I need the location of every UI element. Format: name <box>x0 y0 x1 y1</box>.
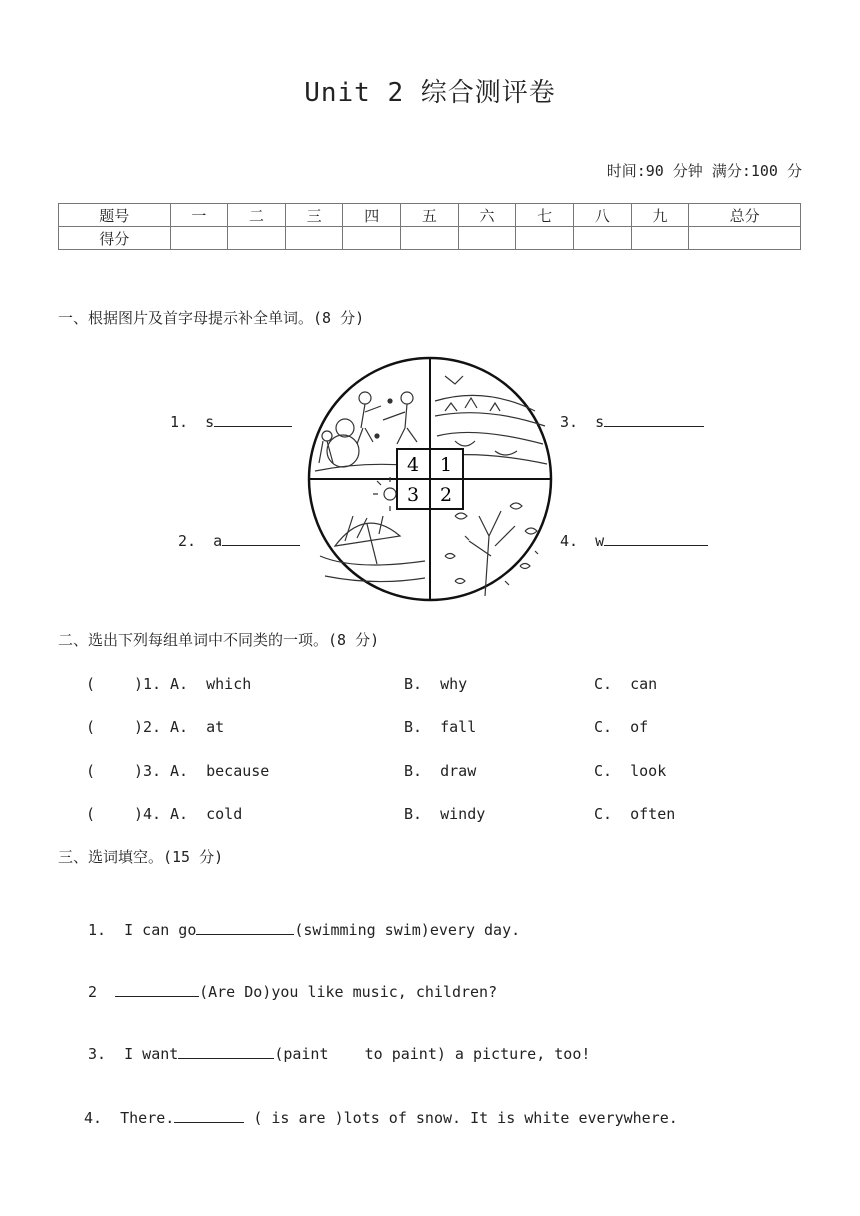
answer-blank[interactable] <box>178 1043 274 1059</box>
section2-heading: 二、选出下列每组单词中不同类的一项。(8 分) <box>58 631 380 649</box>
answer-blank[interactable] <box>222 530 300 546</box>
exam-meta: 时间:90 分钟 满分:100 分 <box>606 162 802 180</box>
quadrant-number-2: 2 <box>439 484 453 506</box>
fill-item-4 <box>84 1107 678 1127</box>
score-table <box>58 203 801 250</box>
score-header-cell: 题号 <box>59 204 171 227</box>
option-c: C. look <box>594 762 667 780</box>
answer-blank[interactable] <box>174 1107 244 1123</box>
score-cell[interactable] <box>458 227 516 250</box>
answer-blank[interactable] <box>196 919 294 935</box>
score-header-cell: 八 <box>573 204 631 227</box>
score-cell[interactable] <box>631 227 689 250</box>
option-a: A. cold <box>170 805 243 823</box>
answer-blank[interactable] <box>604 530 708 546</box>
question-row <box>86 762 806 784</box>
item-letter: w <box>595 532 605 550</box>
option-c: C. of <box>594 718 649 736</box>
score-header-cell: 四 <box>343 204 401 227</box>
score-header-cell: 二 <box>228 204 286 227</box>
seasons-circle-illustration <box>305 356 555 606</box>
answer-blank[interactable] <box>604 411 704 427</box>
score-row-label: 得分 <box>59 227 171 250</box>
score-header-cell: 九 <box>631 204 689 227</box>
question-row <box>86 718 806 740</box>
question-number: )2. <box>134 718 162 736</box>
score-header-cell: 总分 <box>689 204 801 227</box>
fill-item-suffix: (swimming swim)every day. <box>294 921 521 939</box>
item-number: 3. <box>560 413 579 431</box>
item-number: 1. <box>170 413 189 431</box>
score-table-header-row <box>59 204 801 227</box>
score-header-cell: 一 <box>170 204 228 227</box>
quadrant-number-4: 4 <box>406 454 420 476</box>
score-cell[interactable] <box>516 227 574 250</box>
score-cell[interactable] <box>228 227 286 250</box>
score-cell[interactable] <box>170 227 228 250</box>
fill-item-prefix: 3. I want <box>88 1045 179 1063</box>
option-c: C. can <box>594 675 658 693</box>
section1-heading: 一、根据图片及首字母提示补全单词。(8 分) <box>58 309 365 327</box>
answer-paren-open[interactable]: ( <box>86 718 96 736</box>
answer-paren-open[interactable]: ( <box>86 762 96 780</box>
picture-item-2 <box>178 530 300 550</box>
item-letter: s <box>595 413 605 431</box>
fill-item-prefix: 2 <box>88 983 116 1001</box>
quadrant-number-1: 1 <box>439 454 453 476</box>
picture-item-1 <box>170 411 292 431</box>
picture-item-4 <box>560 530 708 550</box>
score-cell[interactable] <box>285 227 343 250</box>
option-a: A. at <box>170 718 225 736</box>
score-header-cell: 六 <box>458 204 516 227</box>
option-c: C. often <box>594 805 676 823</box>
question-number: )1. <box>134 675 162 693</box>
answer-blank[interactable] <box>214 411 292 427</box>
item-letter: s <box>205 413 215 431</box>
question-row <box>86 805 806 827</box>
fill-item-prefix: 1. I can go <box>88 921 197 939</box>
item-number: 4. <box>560 532 579 550</box>
option-a: A. because <box>170 762 270 780</box>
option-b: B. draw <box>404 762 477 780</box>
page-title: Unit 2 综合测评卷 <box>304 78 556 108</box>
option-b: B. windy <box>404 805 486 823</box>
picture-item-3 <box>560 411 704 431</box>
score-table-score-row <box>59 227 801 250</box>
item-number: 2. <box>178 532 197 550</box>
score-cell[interactable] <box>689 227 801 250</box>
score-header-cell: 七 <box>516 204 574 227</box>
answer-blank[interactable] <box>115 981 199 997</box>
question-row <box>86 675 806 697</box>
fill-item-2 <box>88 981 497 1001</box>
score-header-cell: 五 <box>401 204 459 227</box>
answer-paren-open[interactable]: ( <box>86 805 96 823</box>
score-cell[interactable] <box>401 227 459 250</box>
fill-item-prefix: 4. There. <box>84 1109 175 1127</box>
question-number: )4. <box>134 805 162 823</box>
option-b: B. why <box>404 675 468 693</box>
score-header-cell: 三 <box>285 204 343 227</box>
answer-paren-open[interactable]: ( <box>86 675 96 693</box>
question-number: )3. <box>134 762 162 780</box>
item-letter: a <box>213 532 223 550</box>
score-cell[interactable] <box>573 227 631 250</box>
option-a: A. which <box>170 675 252 693</box>
option-b: B. fall <box>404 718 477 736</box>
fill-item-suffix: ( is are )lots of snow. It is white everywhere. <box>244 1109 678 1127</box>
fill-item-3 <box>88 1043 590 1063</box>
quadrant-number-3: 3 <box>406 484 420 506</box>
fill-item-1 <box>88 919 520 939</box>
section3-heading: 三、选词填空。(15 分) <box>58 848 224 866</box>
score-cell[interactable] <box>343 227 401 250</box>
fill-item-suffix: (paint to paint) a picture, too! <box>274 1045 591 1063</box>
fill-item-suffix: (Are Do)you like music, children? <box>199 983 498 1001</box>
